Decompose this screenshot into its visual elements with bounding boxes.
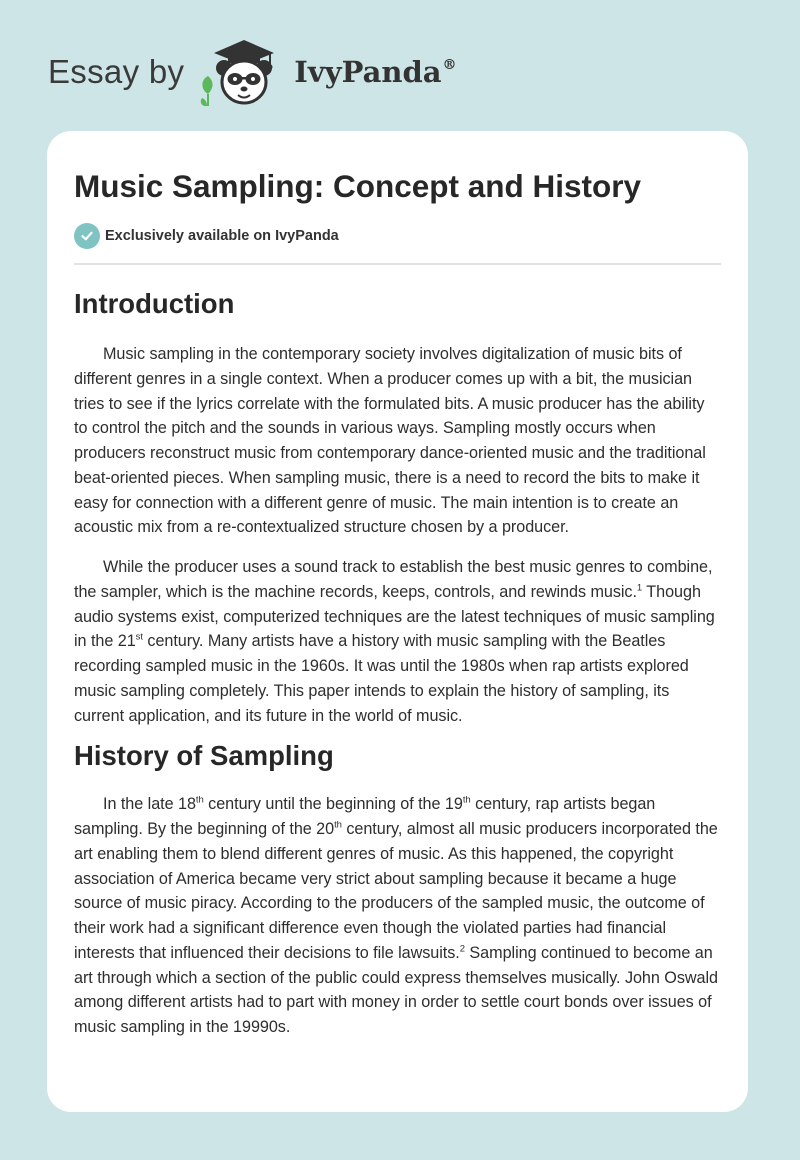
exclusive-badge xyxy=(74,223,721,249)
text-run: In the late 18 xyxy=(103,795,196,814)
text-run: century until the beginning of the 19 xyxy=(203,795,463,814)
text-run: century. Many artists have a history with music sampling with the Beatles recording sampled music in the 1960s. It was until the 1980s when rap artists explored music sampling completely. This paper intends to explain the history of sampling, its current application, and its future in the world of music. xyxy=(74,632,689,725)
checkmark-icon xyxy=(74,223,100,249)
intro-paragraph-1: Music sampling in the contemporary society involves digitalization of music bits of different genres in a single context. When a producer comes up with a bit, the musician tries to see if the lyrics correlate with the formulated bits. A music producer has the ability to control the pitch and the sounds in various ways. Sampling mostly occurs when producers reconstruct music from contemporary dance-oriented music and the traditional beat-oriented pieces. When sampling music, there is a need to record the bits to make it easy for connection with a different genre of music. The main intention is to create an acoustic mix from a re-contextualized structure chosen by a producer. xyxy=(74,345,706,537)
ordinal-suffix: st xyxy=(135,631,143,643)
ivypanda-panda-logo-icon[interactable] xyxy=(198,36,290,108)
history-paragraph-1 xyxy=(74,792,721,1040)
text-run: century, rap artists began sampling. By the beginning of the 20 xyxy=(74,795,656,838)
essay-title: Music Sampling: Concept and History xyxy=(74,168,642,204)
text-run: Though audio systems exist, computerized techniques are the latest techniques of music sampling in the 21 xyxy=(74,582,715,651)
essay-by-label: Essay by xyxy=(48,53,185,90)
text-run: century, almost all music producers incorporated the art enabling them to blend different genres of music. As this happened, the copyright association of America became very strict about sampling because it became a huge source of music piracy. According to the producers of the sampled music, the outcome of their work had a significant difference even though the violated parties had financial interests that influenced their decisions to file lawsuits. xyxy=(74,820,718,962)
ivypanda-brand-wordmark[interactable] xyxy=(294,55,456,89)
registered-mark: ® xyxy=(442,57,457,73)
footnote-ref-2[interactable]: 2 xyxy=(459,943,465,955)
section-heading-history: History of Sampling xyxy=(74,740,334,772)
ordinal-suffix: th xyxy=(195,794,204,806)
ordinal-suffix: th xyxy=(334,819,342,831)
text-run: While the producer uses a sound track to establish the best music genres to combine, the sampler, which is the machine records, keeps, controls, and rewinds music. xyxy=(74,558,713,601)
brand-name: IvyPanda xyxy=(294,55,442,89)
exclusive-badge-text: Exclusively available on IvyPanda xyxy=(105,228,339,244)
ordinal-suffix: th xyxy=(462,794,471,806)
intro-paragraph-2 xyxy=(74,555,721,728)
text-run: Sampling continued to become an art through which a section of the public could express themselves musically. John Oswald among different artists had to part with money in order to settle court bonds over issues of music sampling in the 19990s. xyxy=(74,943,718,1036)
essay-card xyxy=(47,131,748,1112)
section-heading-introduction: Introduction xyxy=(74,288,235,319)
footnote-ref-1[interactable]: 1 xyxy=(636,582,643,594)
site-header xyxy=(48,36,457,108)
title-divider xyxy=(74,263,721,265)
